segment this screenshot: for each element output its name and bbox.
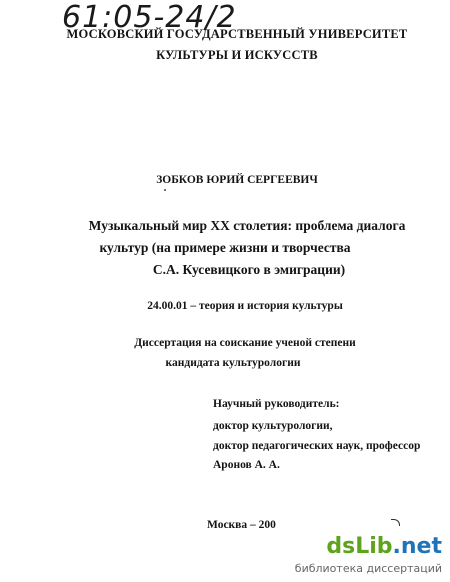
scan-speck xyxy=(164,189,166,191)
supervisor-degree1: доктор культурологии, xyxy=(213,420,333,432)
dissertation-title-line3: С.А. Кусевицкого в эмиграции) xyxy=(152,262,346,277)
supervisor-heading: Научный руководитель: xyxy=(213,398,340,410)
dissertation-title-line2: культур (на примере жизни и творчества xyxy=(99,240,351,255)
degree-line1: Диссертация на соискание ученой степени xyxy=(134,337,356,349)
watermark xyxy=(280,534,442,578)
watermark-tagline: библиотека диссертаций xyxy=(294,562,442,575)
university-name-line1: МОСКОВСКИЙ ГОСУДАРСТВЕННЫЙ УНИВЕРСИТЕТ xyxy=(66,27,408,41)
degree-line2: кандидата культурологии xyxy=(165,357,301,369)
university-name-line2: КУЛЬТУРЫ И ИСКУССТВ xyxy=(156,48,318,62)
supervisor-degree2: доктор педагогических наук, профессор xyxy=(213,440,421,452)
dissertation-title-line1: Музыкальный мир XX столетия: проблема диалога xyxy=(88,218,406,233)
city-year: Москва – 200 xyxy=(207,519,276,531)
specialty-code: 24.00.01 – теория и история культуры xyxy=(147,300,343,312)
watermark-logo: dsLib.net xyxy=(326,534,442,559)
supervisor-name: Аронов А. А. xyxy=(213,459,280,471)
author-name: ЗОБКОВ ЮРИЙ СЕРГЕЕВИЧ xyxy=(156,174,318,186)
pen-mark xyxy=(391,519,400,526)
handwritten-catalog-number: 61:05-24/2 xyxy=(62,0,237,35)
